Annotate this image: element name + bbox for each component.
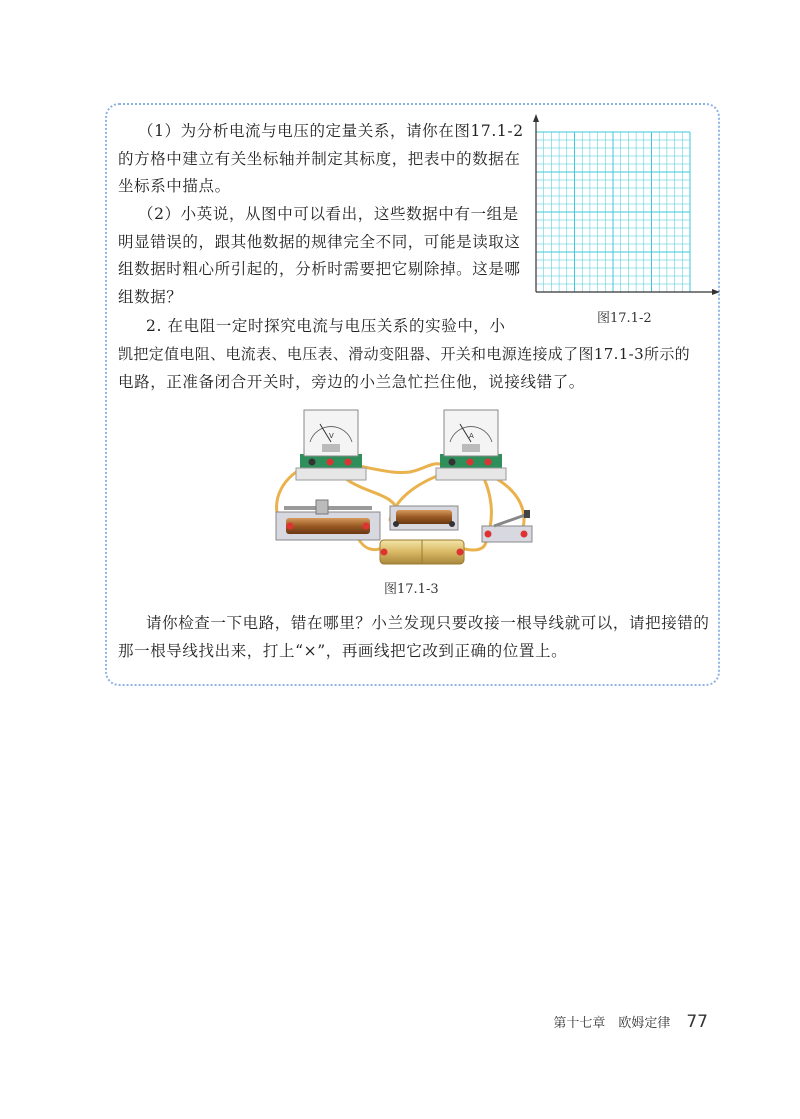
q1-line-1: （1）为分析电流与电压的定量关系，请你在图17.1-2: [138, 122, 524, 140]
p2-line-2: 凯把定值电阻、电流表、电压表、滑动变阻器、开关和电源连接成了图17.1-3所示的: [118, 345, 691, 363]
q1-line-3: 坐标系中描点。: [118, 177, 231, 195]
task-line-1: 请你检查一下电路，错在哪里？小兰发现只要改接一根导线就可以，请把接错的: [146, 614, 710, 632]
circuit-figure-caption: 图17.1-3: [384, 582, 439, 597]
rheostat: [276, 500, 380, 540]
coordinate-grid-figure: [526, 112, 722, 300]
chapter-title: 第十七章 欧姆定律: [553, 1016, 671, 1031]
voltmeter-symbol: V: [329, 432, 334, 440]
q1-line-2: 的方格中建立有关坐标轴并制定其标度，把表中的数据在: [118, 149, 521, 168]
p2-line-3: 电路，正准备闭合开关时，旁边的小兰急忙拦住他，说接线错了。: [118, 372, 585, 391]
circuit-figure: [262, 402, 547, 572]
voltmeter: [296, 410, 366, 480]
q2-line-2: 明显错误的，跟其他数据的规律完全不同，可能是读取这: [118, 232, 521, 251]
p2-line-1: 2. 在电阻一定时探究电流与电压关系的实验中，小: [146, 317, 506, 335]
page-number: 77: [686, 1012, 708, 1032]
grid-figure-caption: 图17.1-2: [597, 311, 652, 326]
battery: [380, 540, 464, 564]
fixed-resistor: [390, 506, 458, 530]
ammeter: [436, 410, 506, 480]
q2-line-3: 组数据时粗心所引起的，分析时需要把它剔除掉。这是哪: [118, 260, 521, 278]
q2-line-1: （2）小英说，从图中可以看出，这些数据中有一组是: [138, 205, 519, 223]
page-footer: [553, 1012, 708, 1032]
task-line-2: 那一根导线找出来，打上“×”，再画线把它改到正确的位置上。: [118, 641, 568, 660]
switch: [482, 510, 532, 542]
q2-line-4: 组数据？: [118, 287, 183, 306]
ammeter-symbol: A: [469, 432, 474, 440]
